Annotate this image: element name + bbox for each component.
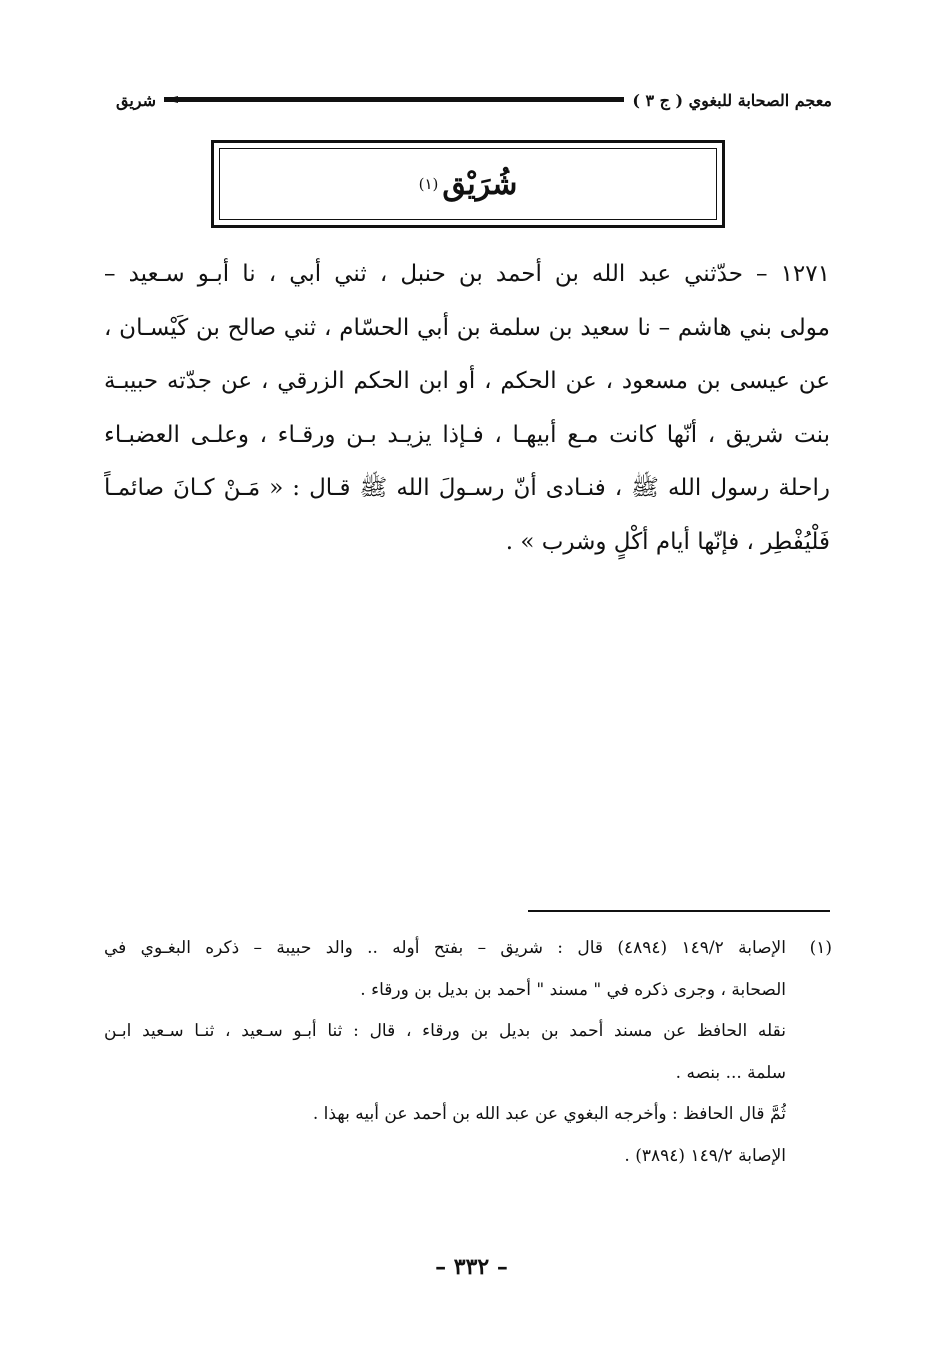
footnote-line: الإصابة ١٤٩/٢ (٤٨٩٤) قال : شريق – بفتح أوله .. والد حبيبة – ذكره البغـوي في — [104, 938, 786, 958]
footnote-row — [104, 970, 832, 1012]
body-line: ١٢٧١ – حدّثني عبد الله بن أحمد بن حنبل ، ثني أبي ، نا أبـو سـعيد – — [104, 261, 830, 287]
footnote-number: (١) — [809, 938, 832, 958]
entry-title-box — [211, 140, 725, 228]
running-header — [116, 86, 832, 114]
footnote-line: سلمة ... بنصه . — [675, 1062, 786, 1083]
header-rule-tapers — [164, 86, 624, 114]
footnote-line: الصحابة ، وجرى ذكره في " مسند " أحمد بن بديل بن ورقاء . — [360, 979, 786, 1000]
body-line: بنت شريق ، أنّها كانت مـع أبيهـا ، فـإذا يزيـد بـن ورقـاء ، وعلـى العضبـاء — [104, 421, 830, 448]
header-section-name: شريق — [116, 90, 157, 110]
footnote-row — [104, 1094, 832, 1136]
footnote-row — [104, 928, 832, 970]
body-line: فَلْيُفْطِر ، فإنّها أيام أكْلٍ وشرب » . — [505, 528, 830, 555]
main-text — [104, 248, 830, 569]
footnote-separator — [528, 910, 830, 912]
page-number: – ٣٣٢ – — [435, 1254, 508, 1280]
header-book-title: معجم الصحابة للبغوي ( ج ٣ ) — [632, 90, 832, 110]
footnotes — [104, 928, 832, 1177]
title-footnote-ref: (١) — [418, 175, 439, 193]
body-line: عن عيسى بن مسعود ، عن الحكم ، أو ابن الحكم الزرقي ، عن جدّته حبيبـة — [104, 368, 830, 394]
body-line: مولى بني هاشم – نا سعيد بن سلمة بن أبي الحسّام ، ثني صالح بن كَيْسـان ، — [104, 314, 830, 341]
footnote-row — [104, 1136, 832, 1178]
footnote-row — [104, 1053, 832, 1095]
body-line: راحلة رسول الله ﷺ ، فنـادى أنّ رسـولَ الله ﷺ قـال : « مَـنْ كـانَ صائمـاً — [104, 475, 830, 501]
footnote-line: نقله الحافظ عن مسند أحمد بن بديل بن ورقاء ، قال : ثنا أبـو سـعيد ، ثنـا سـعيد ابـن — [104, 1021, 786, 1041]
footnote-row — [104, 1011, 832, 1053]
footnote-line: ثُمَّ قال الحافظ : وأخرجه البغوي عن عبد الله بن أحمد عن أبيه بهذا . — [312, 1104, 786, 1124]
entry-title: شُرَيْق — [442, 166, 518, 202]
footnote-line: الإصابة ١٤٩/٢ (٣٨٩٤) . — [624, 1145, 786, 1166]
entry-title-inner-frame — [219, 148, 717, 220]
header-rule — [164, 86, 624, 114]
